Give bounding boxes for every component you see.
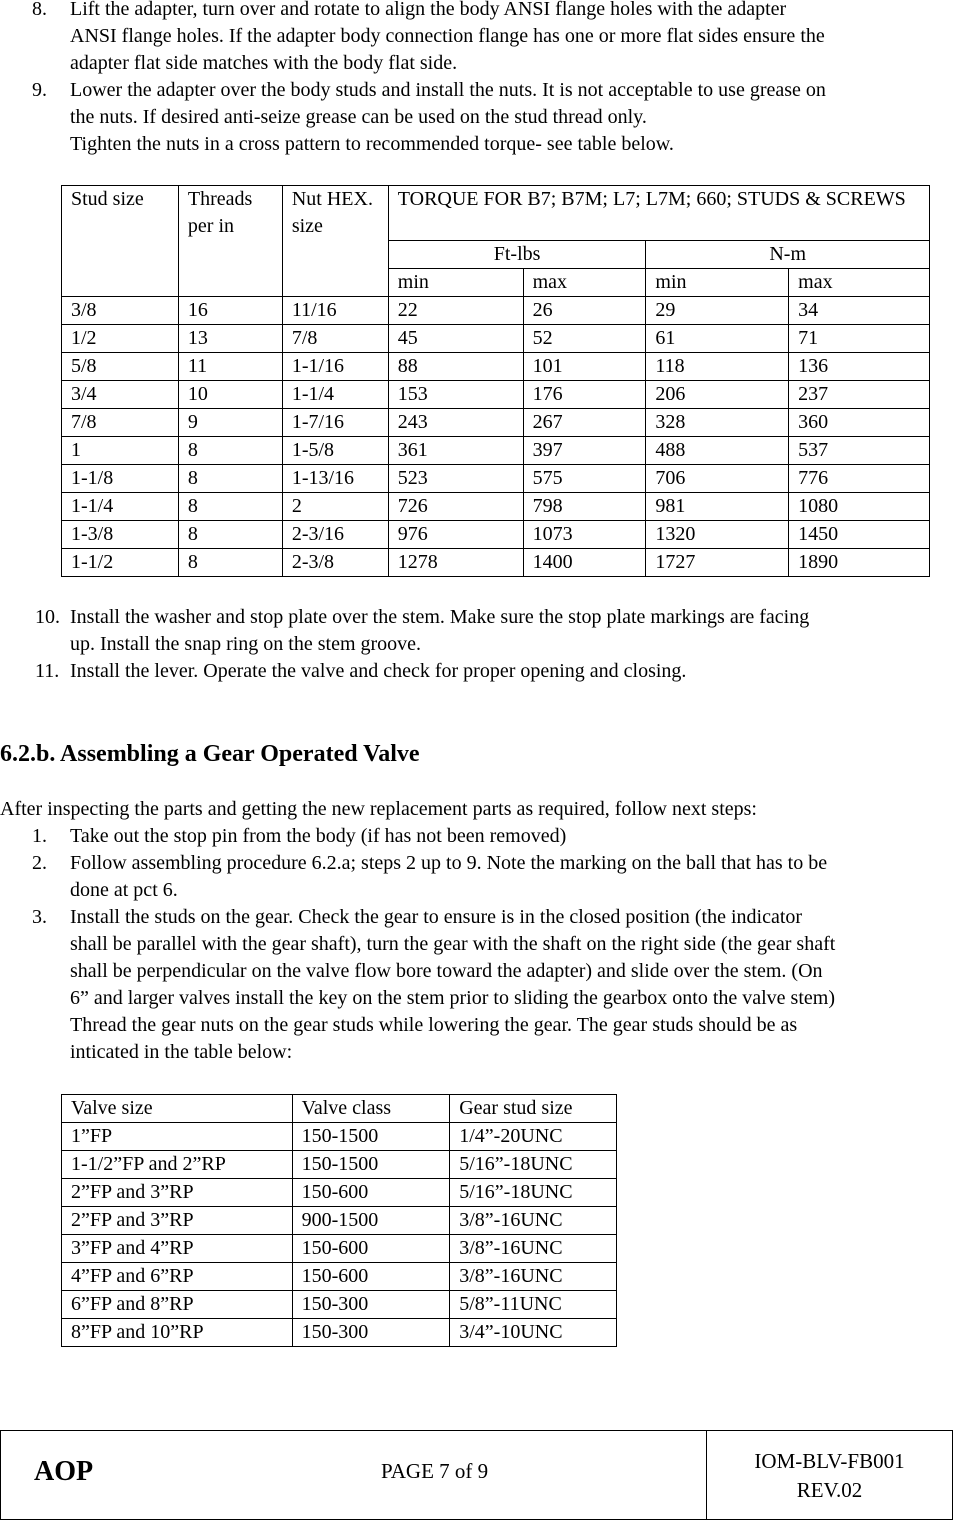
torque-header-stud-size: Stud size [62, 186, 179, 297]
table-cell: 1-13/16 [282, 465, 388, 493]
table-cell: 798 [523, 493, 646, 521]
torque-header-threads: Threads per in [178, 186, 282, 297]
torque-row [62, 521, 930, 549]
document-id-block [707, 1447, 952, 1505]
table-cell: 706 [646, 465, 789, 493]
table-cell: 1320 [646, 521, 789, 549]
table-cell: 1727 [646, 549, 789, 577]
table-cell: 3/8”-16UNC [450, 1263, 617, 1291]
table-cell: 153 [388, 381, 523, 409]
steps-mid-block [0, 604, 970, 685]
table-cell: 206 [646, 381, 789, 409]
step-text-line: Lower the adapter over the body studs and install the nuts. It is not acceptable to use grease on [70, 79, 826, 101]
table-cell: 88 [388, 353, 523, 381]
table-cell: 397 [523, 437, 646, 465]
table-cell: 29 [646, 297, 789, 325]
table-cell: 575 [523, 465, 646, 493]
step-number: 1. [32, 825, 47, 847]
table-cell: 361 [388, 437, 523, 465]
table-cell: 150-600 [292, 1179, 450, 1207]
table-cell: 10 [178, 381, 282, 409]
table-cell: 1-5/8 [282, 437, 388, 465]
table-cell: 8 [178, 549, 282, 577]
table-cell: 8 [178, 493, 282, 521]
step-text-line: Lift the adapter, turn over and rotate to align the body ANSI flange holes with the adapter [70, 0, 787, 20]
step-item [0, 0, 970, 77]
table-cell: 1”FP [62, 1123, 293, 1151]
gear-row [62, 1151, 617, 1179]
step-number: 11. [35, 660, 60, 682]
intro-paragraph: After inspecting the parts and getting the new replacement parts as required, follow next steps: [0, 798, 757, 820]
steps-top-block [0, 0, 970, 158]
table-cell: 150-600 [292, 1263, 450, 1291]
step-number: 10. [35, 606, 60, 628]
step-text-line: done at pct 6. [70, 879, 178, 901]
company-name: AOP [34, 1456, 94, 1487]
table-cell: 16 [178, 297, 282, 325]
table-cell: 8 [178, 521, 282, 549]
table-cell: 1-1/2 [62, 549, 179, 577]
torque-row [62, 465, 930, 493]
torque-header-nm-min: min [646, 269, 789, 297]
table-cell: 976 [388, 521, 523, 549]
table-cell: 981 [646, 493, 789, 521]
torque-row [62, 353, 930, 381]
torque-header-nm-max: max [789, 269, 930, 297]
torque-header-ft-lbs: Ft-lbs [388, 241, 646, 269]
step-text-line: inticated in the table below: [70, 1041, 293, 1063]
gear-header-valve-class: Valve class [292, 1095, 450, 1123]
table-cell: 1-1/8 [62, 465, 179, 493]
torque-header-n-m: N-m [646, 241, 930, 269]
step-item [0, 77, 970, 158]
table-cell: 3/8”-16UNC [450, 1235, 617, 1263]
step-item [0, 823, 970, 850]
table-cell: 1278 [388, 549, 523, 577]
table-cell: 8 [178, 437, 282, 465]
step-item [0, 658, 970, 685]
table-cell: 5/16”-18UNC [450, 1151, 617, 1179]
gear-header-valve-size: Valve size [62, 1095, 293, 1123]
table-cell: 61 [646, 325, 789, 353]
step-number: 3. [32, 906, 47, 928]
torque-table-body [62, 297, 930, 577]
table-cell: 1 [62, 437, 179, 465]
step-number: 9. [32, 79, 47, 101]
step-text-line: ANSI flange holes. If the adapter body connection flange has one or more flat sides ensure the [70, 25, 825, 47]
section-title: 6.2.b. Assembling a Gear Operated Valve [0, 741, 420, 767]
step-text-line: Install the studs on the gear. Check the gear to ensure is in the closed position (the indicator [70, 906, 803, 928]
step-number: 2. [32, 852, 47, 874]
table-cell: 11 [178, 353, 282, 381]
table-cell: 5/16”-18UNC [450, 1179, 617, 1207]
step-text-line: shall be parallel with the gear shaft), turn the gear with the shaft on the right side (the gear shaft [70, 933, 836, 955]
table-cell: 488 [646, 437, 789, 465]
table-cell: 3/8 [62, 297, 179, 325]
torque-header-ftlbs-min: min [388, 269, 523, 297]
step-number: 8. [32, 0, 47, 20]
table-cell: 1-1/16 [282, 353, 388, 381]
table-cell: 150-1500 [292, 1151, 450, 1179]
table-cell: 3/8”-16UNC [450, 1207, 617, 1235]
table-cell: 523 [388, 465, 523, 493]
gear-row [62, 1179, 617, 1207]
table-cell: 267 [523, 409, 646, 437]
table-cell: 1-7/16 [282, 409, 388, 437]
step-text-line: the nuts. If desired anti-seize grease can be used on the stud thread only. [70, 106, 647, 128]
page-number: PAGE 7 of 9 [381, 1459, 489, 1483]
step-text-line: up. Install the snap ring on the stem groove. [70, 633, 422, 655]
step-text-line: Install the lever. Operate the valve and check for proper opening and closing. [70, 660, 687, 682]
table-cell: 1-1/2”FP and 2”RP [62, 1151, 293, 1179]
table-cell: 176 [523, 381, 646, 409]
table-cell: 1080 [789, 493, 930, 521]
torque-row [62, 437, 930, 465]
table-cell: 237 [789, 381, 930, 409]
table-cell: 150-600 [292, 1235, 450, 1263]
table-cell: 243 [388, 409, 523, 437]
step-item [0, 904, 970, 1066]
table-cell: 101 [523, 353, 646, 381]
table-cell: 118 [646, 353, 789, 381]
table-cell: 26 [523, 297, 646, 325]
table-cell: 136 [789, 353, 930, 381]
table-cell: 8 [178, 465, 282, 493]
torque-row [62, 549, 930, 577]
table-cell: 1073 [523, 521, 646, 549]
gear-row [62, 1235, 617, 1263]
table-cell: 9 [178, 409, 282, 437]
step-text-line: Take out the stop pin from the body (if has not been removed) [70, 825, 567, 847]
gear-row [62, 1319, 617, 1347]
gear-row [62, 1263, 617, 1291]
table-cell: 5/8”-11UNC [450, 1291, 617, 1319]
gear-table-body [62, 1123, 617, 1347]
table-cell: 150-300 [292, 1291, 450, 1319]
table-cell: 45 [388, 325, 523, 353]
steps-gear-block [0, 823, 970, 1066]
table-cell: 3/4”-10UNC [450, 1319, 617, 1347]
table-cell: 150-300 [292, 1319, 450, 1347]
torque-row [62, 381, 930, 409]
table-cell: 71 [789, 325, 930, 353]
torque-header-nut-hex: Nut HEX. size [282, 186, 388, 297]
gear-row [62, 1123, 617, 1151]
step-text-line: Install the washer and stop plate over the stem. Make sure the stop plate markings are facing [70, 606, 810, 628]
steps-mid-list [0, 604, 970, 685]
document-id: IOM-BLV-FB001 [754, 1449, 905, 1473]
torque-table [61, 185, 930, 577]
table-cell: 34 [789, 297, 930, 325]
torque-row [62, 325, 930, 353]
step-item [0, 604, 970, 658]
torque-header-title: TORQUE FOR B7; B7M; L7; L7M; 660; STUDS & SCREWS [388, 186, 929, 241]
table-cell: 1/2 [62, 325, 179, 353]
table-cell: 52 [523, 325, 646, 353]
table-cell: 3/4 [62, 381, 179, 409]
gear-header-stud-size: Gear stud size [450, 1095, 617, 1123]
table-cell: 150-1500 [292, 1123, 450, 1151]
table-cell: 1-1/4 [282, 381, 388, 409]
table-cell: 13 [178, 325, 282, 353]
table-cell: 537 [789, 437, 930, 465]
table-cell: 11/16 [282, 297, 388, 325]
gear-row [62, 1291, 617, 1319]
torque-row [62, 297, 930, 325]
torque-row [62, 409, 930, 437]
step-text-line: 6” and larger valves install the key on the stem prior to sliding the gearbox onto the valve stem) [70, 987, 835, 1009]
table-cell: 22 [388, 297, 523, 325]
table-cell: 4”FP and 6”RP [62, 1263, 293, 1291]
table-cell: 1/4”-20UNC [450, 1123, 617, 1151]
gear-stud-table [61, 1094, 617, 1347]
step-text-line: Follow assembling procedure 6.2.a; steps 2 up to 9. Note the marking on the ball that has to be [70, 852, 828, 874]
table-cell: 2-3/8 [282, 549, 388, 577]
table-cell: 1-1/4 [62, 493, 179, 521]
step-text-line: adapter flat side matches with the body flat side. [70, 52, 458, 74]
table-cell: 1-3/8 [62, 521, 179, 549]
table-cell: 726 [388, 493, 523, 521]
table-cell: 2”FP and 3”RP [62, 1207, 293, 1235]
table-cell: 2 [282, 493, 388, 521]
steps-gear-list [0, 823, 970, 1066]
torque-header-ftlbs-max: max [523, 269, 646, 297]
table-cell: 900-1500 [292, 1207, 450, 1235]
table-cell: 1890 [789, 549, 930, 577]
steps-top-list [0, 0, 970, 158]
gear-row [62, 1207, 617, 1235]
step-text-line: Thread the gear nuts on the gear studs while lowering the gear. The gear studs should be as [70, 1014, 798, 1036]
table-cell: 8”FP and 10”RP [62, 1319, 293, 1347]
step-text-line: shall be perpendicular on the valve flow bore toward the adapter) and slide over the stem. (On [70, 960, 823, 982]
table-cell: 7/8 [282, 325, 388, 353]
table-cell: 328 [646, 409, 789, 437]
table-cell: 1450 [789, 521, 930, 549]
table-cell: 776 [789, 465, 930, 493]
document-revision: REV.02 [796, 1478, 863, 1502]
table-cell: 6”FP and 8”RP [62, 1291, 293, 1319]
step-item [0, 850, 970, 904]
table-cell: 3”FP and 4”RP [62, 1235, 293, 1263]
step-text-line: Tighten the nuts in a cross pattern to recommended torque- see table below. [70, 133, 674, 155]
table-cell: 7/8 [62, 409, 179, 437]
torque-row [62, 493, 930, 521]
table-cell: 2-3/16 [282, 521, 388, 549]
table-cell: 5/8 [62, 353, 179, 381]
table-cell: 2”FP and 3”RP [62, 1179, 293, 1207]
table-cell: 1400 [523, 549, 646, 577]
page-footer [0, 1430, 953, 1520]
table-cell: 360 [789, 409, 930, 437]
